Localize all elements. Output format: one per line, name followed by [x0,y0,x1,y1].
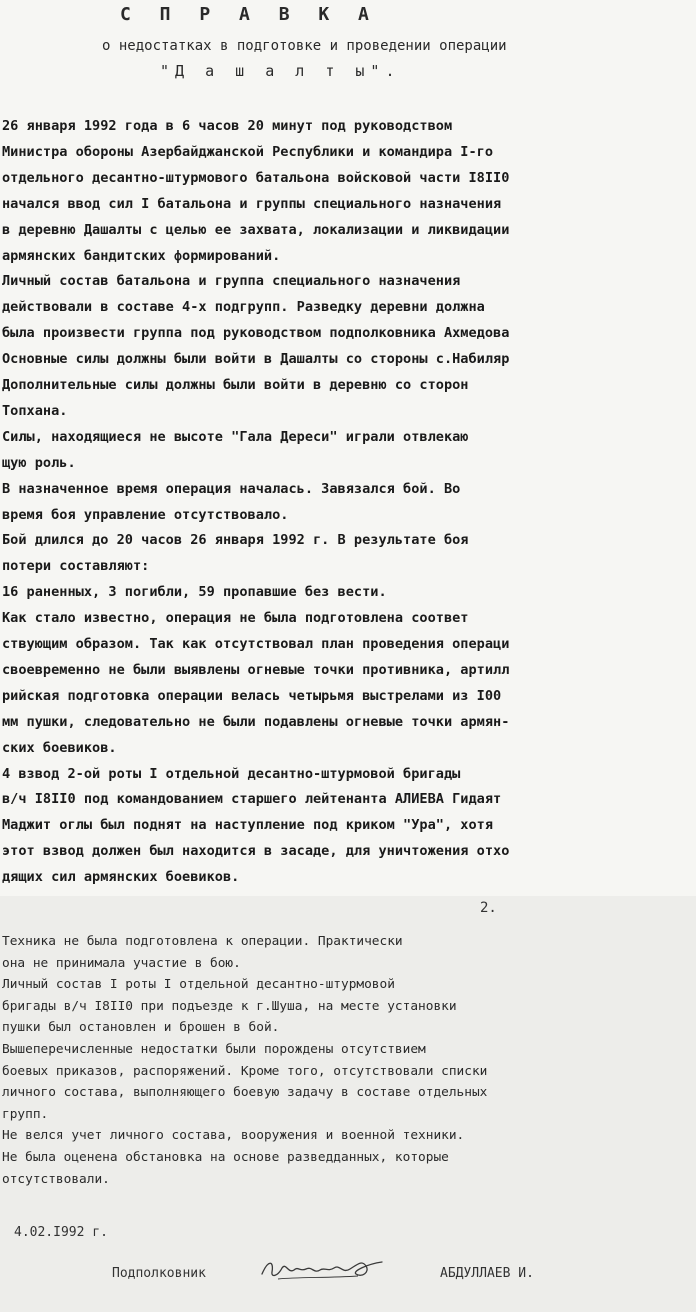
text-line: Дополнительные силы должны были войти в деревню со сторон [2,377,469,393]
text-line: Не велся учет личного состава, вооружения и военной техники. [2,1128,465,1144]
text-line: начался ввод сил I батальона и группы специального назначения [2,195,502,212]
signer-name: АБДУЛЛАЕВ И. [440,1266,534,1281]
text-line: армянских бандитских формирований. [2,247,281,264]
text-line: щую роль. [2,454,76,471]
text-line: пушки был остановлен и брошен в бой. [2,1020,280,1036]
text-line: 4 взвод 2-ой роты I отдельной десантно-штурмовой бригады [2,765,461,782]
text-line: групп. [2,1106,49,1122]
text-line: Бой длился до 20 часов 26 января 1992 г. В результате боя [2,532,469,549]
text-line: 16 раненных, 3 погибли, 59 пропавшие без вести. [2,584,387,601]
text-line: она не принимала участие в бою. [2,955,241,971]
text-line: бригады в/ч I8II0 при подъезде к г.Шуша, на месте установки [2,998,457,1014]
text-line: 26 января 1992 года в 6 часов 20 минут под руководством [2,118,453,134]
text-line: своевременно не были выявлены огневые точки противника, артилл [2,661,510,678]
text-line: ствующим образом. Так как отсутствовал план проведения операци [2,636,510,652]
text-line: время боя управление отсутствовало. [2,506,289,523]
text-line: личного состава, выполняющего боевую задачу в составе отдельных [2,1085,488,1101]
document-title: С П Р А В К А [120,4,378,25]
text-line: Министра обороны Азербайджанской Республики и командира I-го [2,143,494,160]
text-line: Не была оценена обстановка на основе разведданных, которые [2,1150,449,1165]
text-line: Личный состав I роты I отдельной десантно-штурмовой [2,977,395,993]
text-line: отдельного десантно-штурмового батальона войсковой части I8II0 [2,169,510,186]
document-date: 4.02.I992 г. [14,1225,108,1240]
text-line: отсутствовали. [2,1171,110,1187]
text-line: в деревню Дашалты с целью ее захвата, локализации и ликвидации [2,221,510,238]
text-line: Техника не была подготовлена к операции. Практически [2,934,403,949]
text-line: боевых приказов, распоряжений. Кроме того, отсутствовали списки [2,1063,488,1079]
text-line: действовали в составе 4-х подгрупп. Разведку деревни должна [2,299,485,316]
text-line: этот взвод должен был находится в засаде, для уничтожения отхо [2,843,510,860]
text-line: Как стало известно, операция не была подготовлена соответ [2,610,469,627]
text-line: Силы, находящиеся не высоте "Гала Дереси" играли отвлекаю [2,428,469,445]
handwritten-signature [258,1252,388,1286]
signer-rank: Подполковник [112,1266,206,1281]
text-line: была произвести группа под руководством подполковника Ахмедова [2,325,510,342]
text-line: в/ч I8II0 под командованием старшего лейтенанта АЛИЕВА Гидаят [2,791,502,808]
text-line: потери составляют: [2,558,150,575]
text-line: В назначенное время операция началась. Завязался бой. Во [2,480,461,497]
text-line: Основные силы должны были войти в Дашалты со стороны с.Набиляр [2,351,510,368]
text-line: дящих сил армянских боевиков. [2,869,240,886]
text-line: Маджит оглы был поднят на наступление под криком "Ура", хотя [2,817,494,834]
text-line: Вышеперечисленные недостатки были порождены отсутствием [2,1042,426,1057]
text-line: мм пушки, следовательно не были подавлены огневые точки армян- [2,713,510,730]
text-line: рийская подготовка операции велась четырьмя выстрелами из I00 [2,687,502,704]
page-number: 2. [480,900,497,916]
text-line: ских боевиков. [2,739,117,756]
document-subtitle: о недостатках в подготовке и проведении операции [102,38,507,54]
text-line: Топхана. [2,402,68,419]
operation-name: "Д а ш а л т ы". [160,62,401,80]
text-line: Личный состав батальона и группа специального назначения [2,273,461,290]
